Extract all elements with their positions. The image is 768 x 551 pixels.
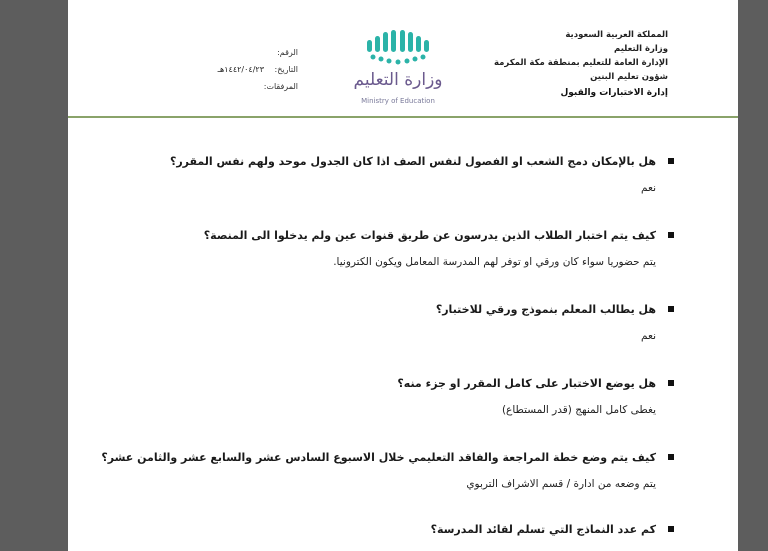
attachments-field	[188, 78, 298, 95]
letterhead-right	[448, 28, 668, 100]
question-text: هل يطالب المعلم بنموذج ورقي للاختبار؟	[435, 303, 656, 316]
question-text: كيف يتم اختبار الطلاب الذين يدرسون عن طريق قنوات عين ولم يدخلوا الى المنصة؟	[203, 229, 656, 242]
answer: يغطى كامل المنهج (قدر المستطاع)	[501, 404, 656, 416]
qa-item	[114, 303, 674, 342]
letterhead-department: إدارة الاختبارات والقبول	[560, 88, 668, 98]
question	[114, 523, 674, 536]
date-label: التاريخ:	[274, 65, 298, 74]
qa-item	[114, 523, 674, 536]
bullet-icon	[668, 306, 674, 312]
question-text: كيف يتم وضع خطة المراجعة والفاقد التعليمي خلال الاسبوع السادس عشر والسابع عشر والثامن عشر؟	[101, 451, 656, 464]
bullet-icon	[668, 526, 674, 532]
number-label: الرقم:	[277, 48, 298, 57]
answer: نعم	[641, 182, 656, 194]
logo-english-text: Ministry of Education	[361, 97, 435, 105]
qa-item	[101, 451, 674, 490]
letterhead-kingdom: المملكة العربية السعودية	[565, 30, 668, 40]
qa-item	[114, 229, 674, 268]
letterhead-ministry: وزارة التعليم	[614, 44, 668, 54]
question	[114, 229, 674, 242]
qa-item	[114, 377, 674, 416]
header-divider	[68, 116, 738, 118]
number-field	[188, 44, 298, 61]
letter-reference-fields	[188, 44, 298, 95]
qa-item	[114, 155, 674, 194]
bullet-icon	[668, 232, 674, 238]
letterhead-affairs: شؤون تعليم البنين	[590, 72, 668, 82]
bullet-icon	[668, 380, 674, 386]
viewer-right-margin	[738, 0, 768, 551]
question	[114, 155, 674, 168]
date-value: ١٤٤٢/٠٤/٢٣هـ	[217, 65, 264, 74]
letterhead-general-admin: الإدارة العامة للتعليم بمنطقة مكة المكرمة	[494, 58, 668, 68]
attachments-label: المرفقات:	[263, 82, 298, 91]
answer: يتم حضوريا سواء كان ورقي او توفر لهم المدرسة المعامل ويكون الكترونيا.	[333, 256, 656, 268]
document-page	[68, 0, 738, 551]
bullet-icon	[668, 158, 674, 164]
question-text: هل يوضع الاختبار على كامل المقرر او جزء منه؟	[397, 377, 656, 390]
question-text: هل بالإمكان دمج الشعب او الفصول لنفس الصف اذا كان الجدول موحد ولهم نفس المقرر؟	[169, 155, 656, 168]
question-text: كم عدد النماذج التي تسلم لقائد المدرسة؟	[430, 523, 656, 536]
viewer-left-margin	[0, 0, 68, 551]
question	[114, 377, 674, 390]
bullet-icon	[668, 454, 674, 460]
question	[101, 451, 674, 464]
date-field	[188, 61, 298, 78]
logo-arabic-text: وزارة التعليم	[353, 70, 443, 90]
question	[114, 303, 674, 316]
answer: يتم وضعه من ادارة / قسم الاشراف التربوي	[466, 478, 656, 490]
answer: نعم	[641, 330, 656, 342]
